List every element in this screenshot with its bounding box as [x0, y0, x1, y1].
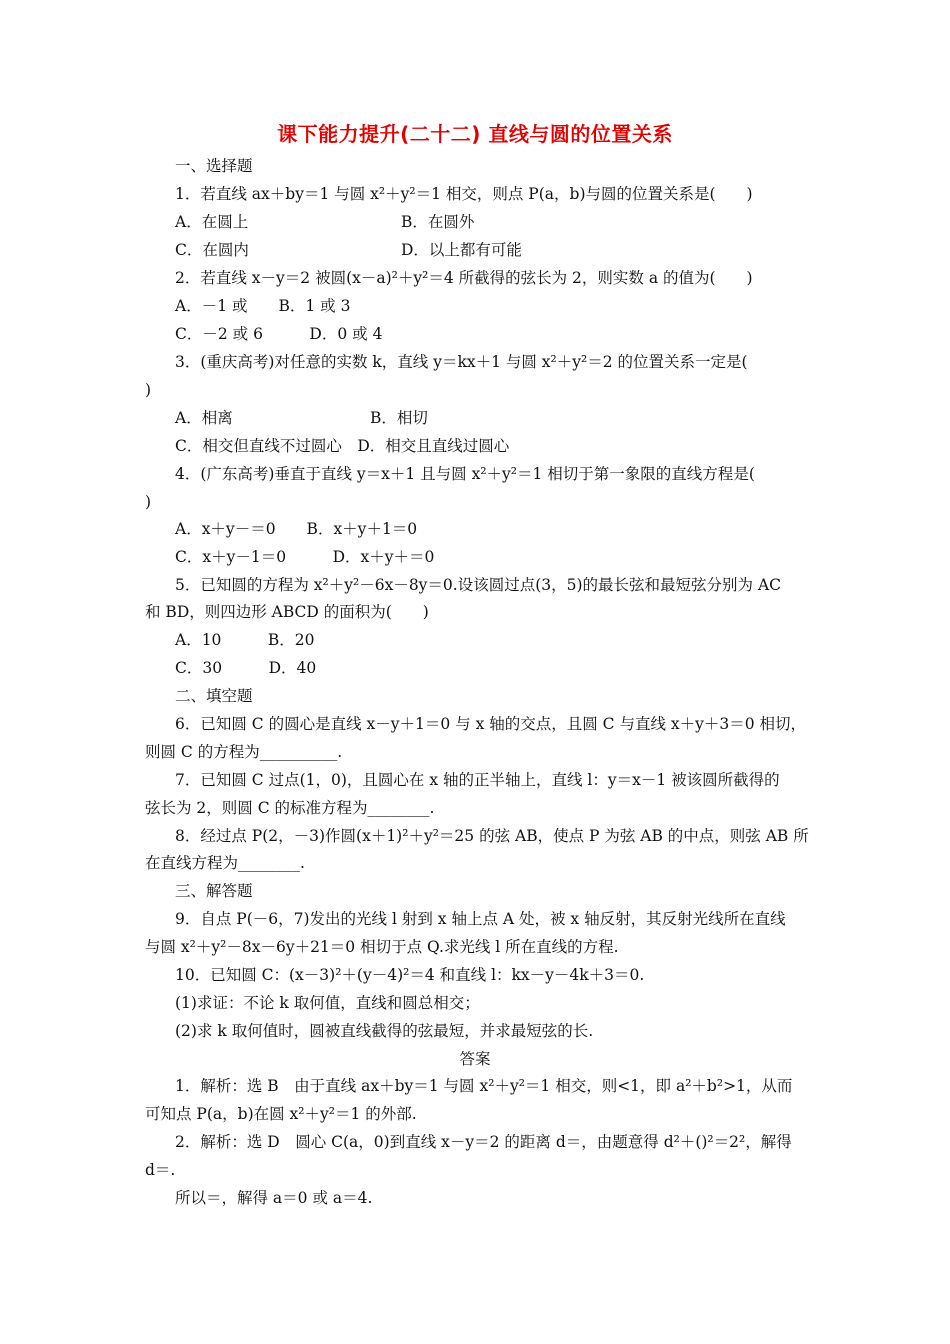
question-7: 7．已知圆 C 过点(1，0)，且圆心在 x 轴的正半轴上，直线 l：y＝x－1 被该圆所截得的	[175, 771, 780, 789]
section-heading-solve: 三、解答题	[175, 882, 253, 900]
answer-2-final: 所以＝，解得 a＝0 或 a＝4.	[175, 1189, 373, 1207]
q3-option-a: A．相离	[175, 409, 233, 427]
answer-1-cont: 可知点 P(a，b)在圆 x²＋y²＝1 的外部.	[145, 1105, 417, 1123]
answers-heading: 答案	[459, 1050, 491, 1068]
q1-option-b: B．在圆外	[401, 213, 475, 231]
question-7-cont: 弦长为 2，则圆 C 的标准方程为________.	[145, 799, 435, 817]
q2-options-cd: C．－2 或 6 D．0 或 4	[175, 325, 383, 343]
question-10-part-1: (1)求证：不论 k 取何值，直线和圆总相交；	[175, 994, 480, 1012]
q1-option-c: C．在圆内	[175, 241, 249, 259]
question-4-cont: )	[145, 493, 152, 511]
question-1: 1．若直线 ax＋by＝1 与圆 x²＋y²＝1 相交，则点 P(a，b)与圆的位置关系是( )	[175, 185, 753, 203]
question-2: 2．若直线 x－y＝2 被圆(x－a)²＋y²＝4 所截得的弦长为 2，则实数 a 的值为( )	[175, 269, 753, 287]
question-4: 4．(广东高考)垂直于直线 y＝x＋1 且与圆 x²＋y²＝1 相切于第一象限的直线方程是(	[175, 465, 755, 483]
answer-2-cont: d＝.	[145, 1161, 176, 1179]
section-heading-fill: 二、填空题	[175, 687, 253, 705]
document-title: 课下能力提升(二十二) 直线与圆的位置关系	[277, 122, 673, 146]
q2-options-ab: A．－1 或 B．1 或 3	[175, 297, 351, 315]
q5-options-ab: A．10 B．20	[175, 631, 315, 649]
question-10: 10．已知圆 C：(x－3)²＋(y－4)²＝4 和直线 l：kx－y－4k＋3＝0.	[175, 966, 645, 984]
question-5: 5．已知圆的方程为 x²＋y²－6x－8y＝0.设该圆过点(3，5)的最长弦和最短弦分别为 AC	[175, 576, 782, 594]
q3-option-b: B．相切	[370, 409, 428, 427]
question-8: 8．经过点 P(2，－3)作圆(x＋1)²＋y²＝25 的弦 AB，使点 P 为弦 AB 的中点，则弦 AB 所	[175, 827, 809, 845]
q4-options-cd: C．x＋y－1＝0 D．x＋y＋＝0	[175, 548, 435, 566]
question-8-cont: 在直线方程为________.	[145, 854, 305, 872]
q4-options-ab: A．x＋y－＝0 B．x＋y＋1＝0	[175, 520, 418, 538]
question-3: 3．(重庆高考)对任意的实数 k，直线 y＝kx＋1 与圆 x²＋y²＝2 的位置关系一定是(	[175, 353, 748, 371]
answer-1: 1．解析：选 B 由于直线 ax＋by＝1 与圆 x²＋y²＝1 相交，则<1，即 a²＋b²>1，从而	[175, 1077, 793, 1095]
question-9-cont: 与圆 x²＋y²－8x－6y＋21＝0 相切于点 Q.求光线 l 所在直线的方程.	[145, 938, 619, 956]
question-9: 9．自点 P(－6，7)发出的光线 l 射到 x 轴上点 A 处，被 x 轴反射，其反射光线所在直线	[175, 910, 786, 928]
answer-2: 2．解析：选 D 圆心 C(a，0)到直线 x－y＝2 的距离 d＝，由题意得 d²＋()²＝2²，解得	[175, 1133, 792, 1151]
question-3-cont: )	[145, 381, 152, 399]
q5-options-cd: C．30 D．40	[175, 659, 317, 677]
question-10-part-2: (2)求 k 取何值时，圆被直线截得的弦最短，并求最短弦的长.	[175, 1022, 594, 1040]
q1-option-a: A．在圆上	[175, 213, 249, 231]
question-6: 6．已知圆 C 的圆心是直线 x－y＋1＝0 与 x 轴的交点，且圆 C 与直线 x＋y＋3＝0 相切，	[175, 715, 807, 733]
section-heading-choice: 一、选择题	[175, 157, 253, 175]
question-6-cont: 则圆 C 的方程为__________.	[145, 743, 343, 761]
question-5-cont: 和 BD，则四边形 ABCD 的面积为( )	[145, 603, 429, 621]
q3-options-cd: C．相交但直线不过圆心 D．相交且直线过圆心	[175, 437, 510, 455]
q1-option-d: D．以上都有可能	[401, 241, 522, 259]
